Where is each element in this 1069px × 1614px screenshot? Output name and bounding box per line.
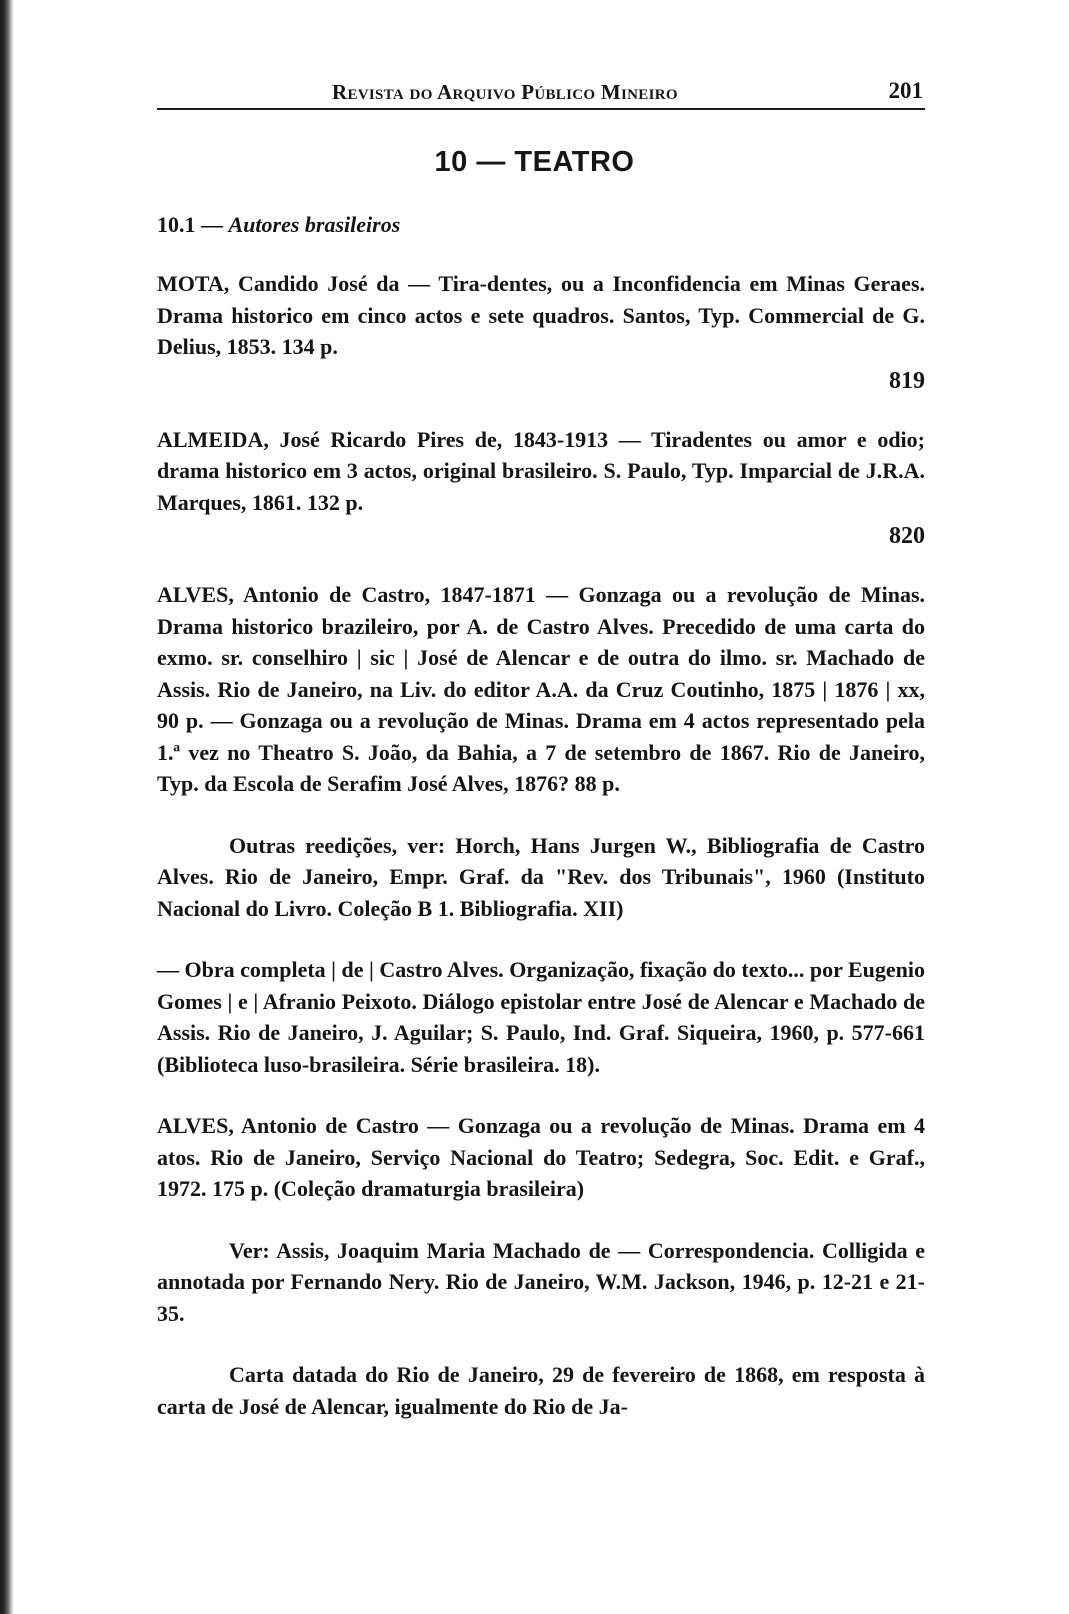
page-body — [157, 268, 925, 1422]
entry-number-820: 820 — [889, 523, 925, 549]
note-correspondencia: Ver: Assis, Joaquim Maria Machado de — Correspondencia. Colligida e annotada por Fernando Nery. Rio de Janeiro, W.M. Jackson, 1946, p. 12-21 e 21-35. — [157, 1237, 925, 1326]
entry-almeida: ALMEIDA, José Ricardo Pires de, 1843-1913 — Tiradentes ou amor e odio; drama historico em 3 actos, original brasileiro. S. Paulo, Typ. Imparcial de J.R.A. Marques, 1861. 132 p. — [157, 426, 925, 515]
section-title: 10 — TEATRO — [434, 146, 635, 178]
subsection-number: 10.1 — — [157, 212, 223, 237]
page-number: 201 — [888, 78, 923, 103]
page-header — [157, 76, 925, 110]
subsection-heading — [157, 212, 400, 238]
note-obra-completa: — Obra completa | de | Castro Alves. Organização, fixação do texto... por Eugenio Gomes | e | Afranio Peixoto. Diálogo epistolar entre José de Alencar e Machado de Assis. Rio de Janeiro, J. Aguilar; S. Paulo, Ind. Graf. Siqueira, 1960, p. 577-661 (Biblioteca luso-brasileira. Série brasileira. 18). — [157, 957, 925, 1077]
entry-alves: ALVES, Antonio de Castro, 1847-1871 — Gonzaga ou a revolução de Minas. Drama historico brazileiro, por A. de Castro Alves. Precedido de uma carta do exmo. sr. conselhiro | sic | José de Alencar e de outra do ilmo. sr. Machado de Assis. Rio de Janeiro, na Liv. do editor A.A. da Cruz Coutinho, 1875 | 1876 | xx, 90 p. — Gonzaga ou a revolução de Minas. Drama em 4 actos representado pela 1.ª vez no Theatro S. João, da Bahia, a 7 de setembro de 1867. Rio de Janeiro, Typ. da Escola de Serafim José Alves, 1876? 88 p. — [157, 582, 925, 796]
entry-alves-1972: ALVES, Antonio de Castro — Gonzaga ou a revolução de Minas. Drama em 4 atos. Rio de Janeiro, Serviço Nacional do Teatro; Sedegra, Soc. Edit. e Graf., 1972. 175 p. (Coleção dramaturgia brasileira) — [157, 1113, 925, 1201]
running-title: Revista do Arquivo Público Mineiro — [332, 80, 678, 104]
note-carta: Carta datada do Rio de Janeiro, 29 de fevereiro de 1868, em resposta à carta de José de Alencar, igualmente do Rio de Ja- — [157, 1362, 925, 1419]
subsection-label: Autores brasileiros — [228, 212, 401, 237]
page-binding-shadow — [0, 0, 14, 1614]
entry-number-819: 819 — [889, 367, 925, 394]
entry-mota: MOTA, Candido José da — Tira-dentes, ou a Inconfidencia em Minas Geraes. Drama historico em cinco actos e sete quadros. Santos, Typ. Commercial de G. Delius, 1853. 134 p. — [157, 271, 925, 359]
note-other-editions: Outras reedições, ver: Horch, Hans Jurgen W., Bibliografia de Castro Alves. Rio de Janeiro, Empr. Graf. da "Rev. dos Tribunais", 1960 (Instituto Nacional do Livro. Coleção B 1. Bibliografia. XII) — [157, 832, 925, 921]
